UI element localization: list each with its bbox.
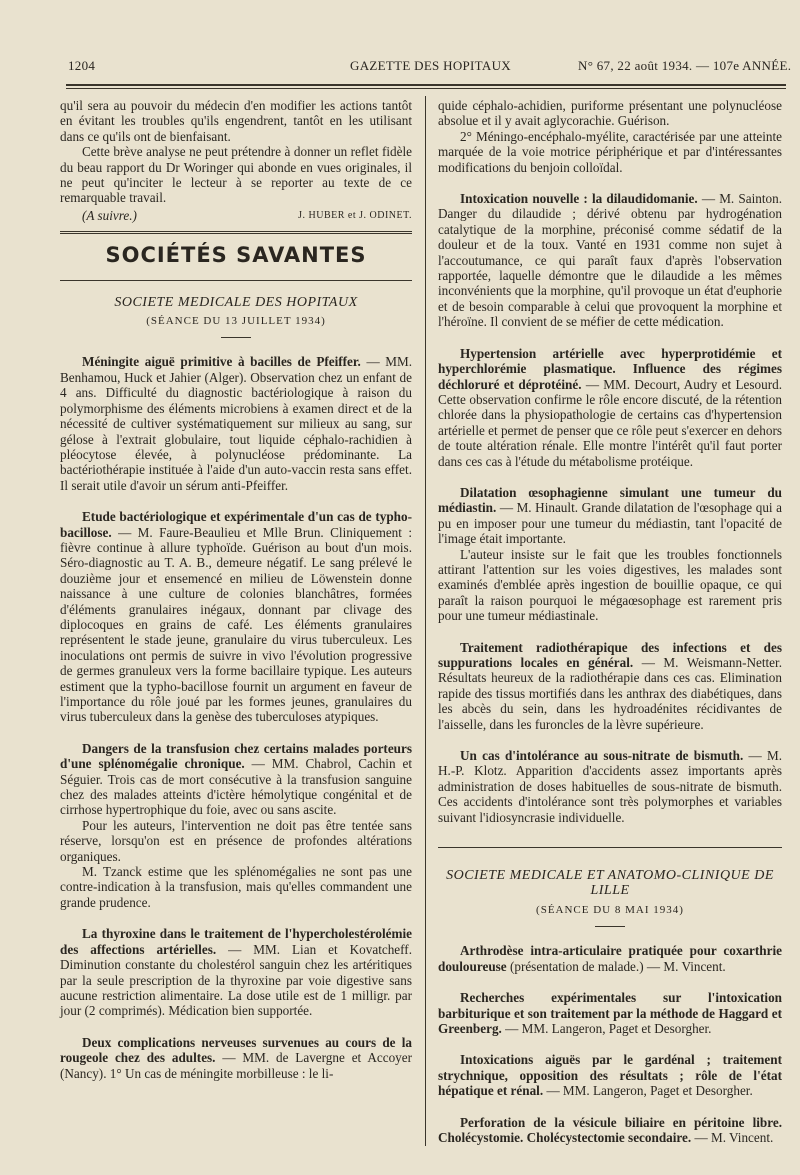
- article-paragraph: Pour les auteurs, l'intervention ne doit pas être tentée sans réserve, lorsqu'on est en présence de profondes altérations organiques.: [60, 817, 412, 864]
- article-authors: — M. Weismann-Netter.: [641, 655, 782, 670]
- article-authors: — MM. Langeron, Paget et Desorgher.: [505, 1020, 712, 1036]
- issue-info: N° 67, 22 août 1934. — 107e ANNÉE.: [578, 58, 792, 73]
- article-body: Apparition d'accidents assez importants après administration de doses habituelles de sous-nitrate de bismuth. Ces accidents d'intolérance sont très polymorphes et variables suivant l'idiosyncrasie individuelle.: [438, 763, 782, 825]
- continuation-paragraph: quide céphalo-achidien, puriforme présentant une polynucléose absolue et il y avait aglycorachie. Guérison.: [438, 98, 782, 129]
- left-column: [60, 98, 412, 1081]
- article: [60, 741, 412, 818]
- article-title: Recherches expérimentales sur l'intoxication barbiturique et son traitement par la méthode de Haggard et Greenberg.: [438, 990, 782, 1036]
- article-authors: — M. Vincent.: [694, 1129, 774, 1145]
- seance-date: (SÉANCE DU 8 MAI 1934): [536, 903, 684, 916]
- short-rule: [221, 337, 251, 338]
- article-title: Arthrodèse intra-articulaire pratiquée pour coxarthrie douloureuse: [438, 943, 782, 974]
- article: [438, 191, 782, 330]
- article-title: Deux complications nerveuses survenues au cours de la rougeole chez des adultes.: [60, 1034, 412, 1066]
- article-authors: — MM. Chabrol, Cachin et Séguier.: [60, 756, 413, 787]
- continuation-paragraph: 2° Méningo-encéphalo-myélite, caractérisée par une atteinte marquée de la voie motrice périphérique et par d'intéressantes modifications du benjoin colloïdal.: [438, 128, 782, 175]
- article: [438, 485, 782, 547]
- article-body: 1° Un cas de méningite morbilleuse : le li-: [109, 1065, 334, 1081]
- article: [438, 1115, 782, 1146]
- article-title: Un cas d'intolérance au sous-nitrate de bismuth.: [460, 748, 744, 764]
- column-divider: [425, 96, 426, 1146]
- short-rule: [595, 926, 625, 927]
- article-title: Dilatation œsophagienne simulant une tumeur du médiastin.: [438, 484, 782, 516]
- article-body: Diminution constante du cholestérol sanguin chez les artéritiques par la seule prescription de la thyroxine par voie digestive sans aucune restriction alimentaire. La dose utile est de 1 milligr. par jour (2 comprimés). Médication bien supportée.: [60, 957, 412, 1019]
- article-body: Cette observation confirme le rôle encore discuté, de la rétention chlorée dans la physiopathologie de certains cas d'hypertension artérielle et permet de penser que ce rôle peut s'exercer en dehors de toute altération rénale. Elle montre l'intérêt qu'il faut porter dans ces cas à l'étude du métabolisme protéique.: [438, 391, 782, 469]
- article-title: Intoxications aiguës par le gardénal ; traitement strychnique, opposition des résultats ; rôle de l'état hépatique et rénal.: [438, 1052, 782, 1099]
- section-title: SOCIÉTÉS SAVANTES: [105, 243, 367, 268]
- article-body: Observation chez un enfant de 4 ans. Difficulté du diagnostic bactériologique à raison du polymorphisme des éléments microbiens à examen direct et de la nécessité de cultiver systématiquement sur milieux au sang, sur gélose à l'extrait globulaire, tout liquide céphalo-rachidien à pléocytose élevée, à polynucléose prédominante. La bactériothérapie instituée à l'aide d'un auto-vaccin resta sans effet. Il serait utile d'avoir un sérum anti-Pfeiffer.: [60, 369, 413, 493]
- article-body: Cliniquement : fièvre continue à allure typhoïde. Guérison au bout d'un mois. Séro-diagnostic au T. A. B., demeure négatif. Le sang prélevé le douzième jour et ensemencé en milieu de Löwenstein donne naissance à une culture de colonies blanchâtres, formées d'éléments granulaires inégaux, donnant par clivage des diplocoques en grains de café. Les éléments granulaires représentent le stade jeune, granulaire du virus tuberculeux. Les inoculations ont permis de suivre in vivo l'évolution progressive de germes granuleux vers la forme bacillaire typique. Les auteurs estiment que la typho-bacillose fournit un argument en faveur de l'importance du rôle joué par les formes jeunes, granulaires du virus tuberculeux dans la genèse des tuberculoses atypiques.: [60, 524, 413, 725]
- article-title: Intoxication nouvelle : la dilaudidomanie.: [460, 191, 698, 207]
- journal-title: GAZETTE DES HOPITAUX: [350, 58, 511, 73]
- article: [438, 990, 782, 1036]
- article-title: Traitement radiothérapique des infections et des suppurations locales en général.: [438, 639, 782, 670]
- article-title: Etude bactériologique et expérimentale d'un cas de typho-bacillose.: [60, 509, 412, 540]
- seance-date: (SÉANCE DU 13 JUILLET 1934): [146, 315, 326, 328]
- article: [60, 926, 412, 1018]
- society-name: SOCIETE MEDICALE ET ANATOMO-CLINIQUE DE LILLE: [446, 868, 774, 899]
- article-authors: — MM. Benhamou, Huck et Jahier (Alger).: [60, 354, 413, 385]
- header-rule: [66, 84, 786, 86]
- article-title: Perforation de la vésicule biliaire en péritoine libre. Cholécystomie. Cholécystectomie secondaire.: [438, 1114, 782, 1145]
- article: [60, 509, 412, 725]
- section-rule: [60, 231, 412, 234]
- section-rule-thin: [438, 847, 782, 848]
- right-column: [438, 98, 782, 1145]
- article-paragraph: M. Tzanck estime que les splénomégalies ne sont pas une contre-indication à la transfusion, mais qu'elles commandent une grande prudence.: [60, 864, 412, 910]
- society-name: SOCIETE MEDICALE DES HOPITAUX: [114, 294, 358, 310]
- header-rule-thin: [66, 88, 786, 89]
- page-number: 1204: [68, 58, 96, 73]
- intro-paragraph: qu'il sera au pouvoir du médecin d'en modifier les actions tantôt en évitant les troubles qu'ils engendrent, tantôt en les utilisant dans ce qu'ils ont de bienfaisant.: [60, 98, 412, 144]
- article-authors: — MM. Decourt, Audry et Lesourd.: [585, 376, 783, 392]
- article-title: Méningite aiguë primitive à bacilles de Pfeiffer.: [82, 354, 361, 370]
- article-body: Grande dilatation de l'œsophage qui a pu en imposer pour une tumeur du médiastin, tant l'opacité de l'image était importante.: [438, 500, 783, 547]
- article-title: Hypertension artérielle avec hyperprotidémie et hyperchlorémie plasmatique. Influence des régimes déchloruré et déprotéiné.: [438, 345, 782, 392]
- article-authors: — MM. Langeron, Paget et Desorgher.: [546, 1083, 753, 1099]
- article-body: Résultats heureux de la radiothérapie dans ces cas. Elimination rapide des tissus mortifiés dans les anthrax des diabétiques, dans les abcès du sein, dans les hydroadénites récidivantes de l'aisselle, dans les furoncles de la lèvre supérieure.: [438, 670, 782, 732]
- article-authors: — M. Hinault.: [499, 500, 579, 516]
- article: [438, 943, 782, 974]
- intro-paragraph: Cette brève analyse ne peut prétendre à donner un reflet fidèle du beau rapport du Dr Woringer qui abonde en vues originales, il ne peut qu'inciter le lecteur à se reporter au texte de ce remarquable travail.: [60, 144, 412, 206]
- article-authors: — MM. de Lavergne et Accoyer (Nancy).: [60, 1050, 412, 1081]
- article: [60, 354, 412, 493]
- article-body: Trois cas de mort consécutive à la transfusion sanguine chez des malades atteints d'ictère hémolytique congénital et de cirrhose hypertrophique du foie, avec ou sans ascite.: [60, 771, 412, 818]
- signature: J. HUBER et J. ODINET.: [298, 209, 412, 221]
- article-title: Dangers de la transfusion chez certains malades porteurs d'une splénomégalie chronique.: [60, 740, 412, 772]
- section-rule-thin: [60, 280, 412, 281]
- article: [438, 640, 782, 732]
- article-authors: — M. H.-P. Klotz.: [438, 748, 782, 779]
- article: [438, 1052, 782, 1098]
- article: [438, 748, 782, 825]
- article-authors: — M. Sainton.: [701, 191, 782, 207]
- article: [438, 346, 782, 469]
- article-authors: — M. Faure-Beaulieu et Mlle Brun.: [118, 524, 324, 540]
- article: [60, 1035, 412, 1081]
- a-suivre-line: [60, 208, 412, 223]
- article-paragraph: L'auteur insiste sur le fait que les troubles fonctionnels attirant l'attention sur les voies digestives, les malades sont examinés d'emblée après ingestion de bouillie opaque, ce qui paraît la raison pourquoi le mégaœsophage est rarement pris pour une tumeur médiastinale.: [438, 546, 782, 624]
- article-authors: — MM. Lian et Kovatcheff.: [228, 941, 412, 957]
- a-suivre: (A suivre.): [82, 207, 137, 223]
- article-authors: (présentation de malade.) — M. Vincent.: [509, 958, 726, 974]
- article-body: Danger du dilaudide ; dérivé obtenu par hydrogénation catalytique de la morphine, préconisé comme sédatif de la douleur et de la toux. Vanté en 1931 comme non sujet à l'accoutumance, ce qui paraît faux d'après l'observation rapportée, laquelle démontre que le dilaudide a les mêmes inconvénients que la morphine, qu'il provoque un état d'euphorie et de besoin comparable à celui que provoquent la morphine et l'héroïne. Il convient de se méfier de cette médication.: [438, 206, 782, 330]
- article-title: La thyroxine dans le traitement de l'hypercholestérolémie des affections artérielles.: [60, 926, 412, 957]
